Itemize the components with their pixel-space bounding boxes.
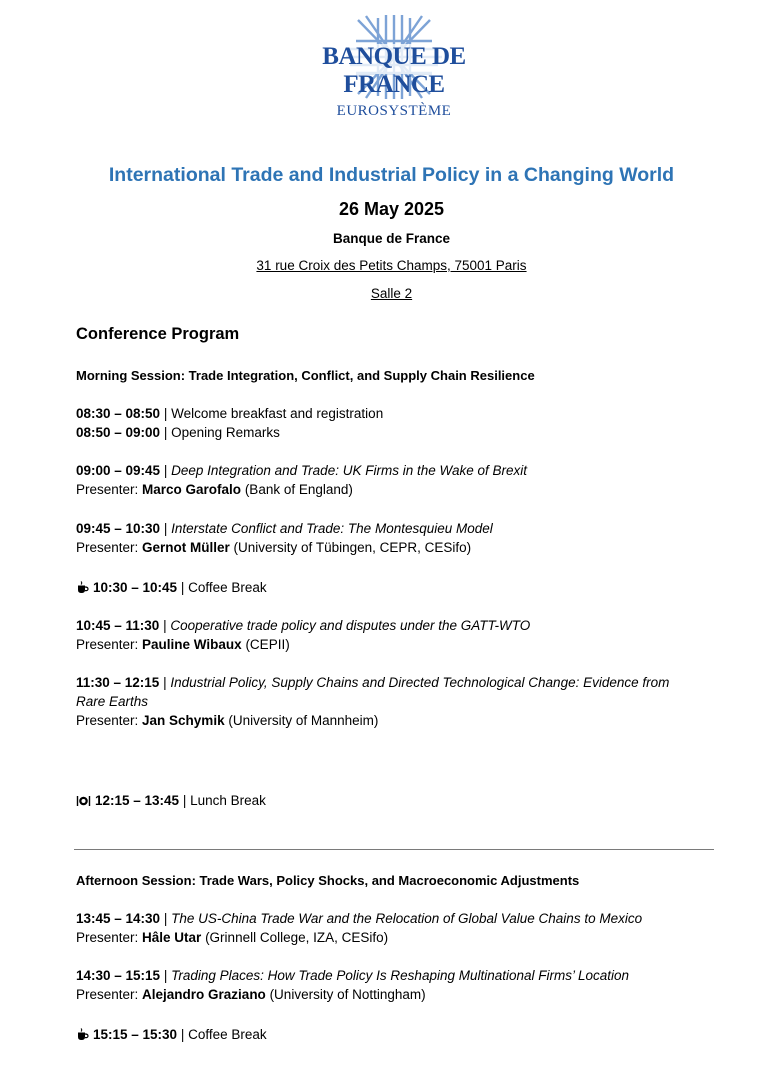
presenter-line	[76, 928, 388, 947]
bdf-logo	[282, 12, 506, 122]
coffee-cup-icon	[76, 1028, 89, 1041]
presenter-name: Alejandro Graziano	[142, 987, 266, 1002]
presenter-affiliation: (University of Nottingham)	[265, 987, 426, 1002]
separator: |	[160, 968, 172, 983]
presenter-name: Gernot Müller	[142, 540, 230, 555]
presenter-name: Marco Garofalo	[142, 482, 242, 497]
presenter-label: Presenter:	[76, 637, 143, 652]
coffee-cup-icon	[76, 581, 89, 594]
presenter-line	[76, 480, 353, 499]
talk-title: Cooperative trade policy and disputes under the GATT-WTO	[170, 618, 531, 633]
agenda-text: Coffee Break	[188, 580, 267, 595]
event-date: 26 May 2025	[338, 199, 445, 219]
presenter-name: Pauline Wibaux	[142, 637, 242, 652]
talk-title: Trading Places: How Trade Policy Is Reshaping Multinational Firms’ Location	[171, 968, 630, 983]
bdf-logo-name: BANQUE DE FRANCE	[322, 43, 466, 98]
separator: |	[159, 618, 171, 633]
agenda-item-coffee-break-2	[76, 1025, 267, 1044]
presenter-name: Jan Schymik	[142, 713, 225, 728]
separator: |	[177, 1027, 189, 1042]
presenter-name: Hâle Utar	[142, 930, 202, 945]
talk-title: Interstate Conflict and Trade: The Montesquieu Model	[171, 521, 493, 536]
agenda-time: 13:45 – 14:30	[76, 911, 161, 926]
separator: |	[160, 911, 172, 926]
presenter-affiliation: (Bank of England)	[241, 482, 353, 497]
agenda-time: 09:00 – 09:45	[76, 463, 161, 478]
agenda-time: 12:15 – 13:45	[95, 793, 180, 808]
agenda-text: Lunch Break	[190, 793, 266, 808]
presenter-label: Presenter:	[76, 987, 143, 1002]
event-room: Salle 2	[370, 286, 413, 301]
presenter-affiliation: (Grinnell College, IZA, CESifo)	[201, 930, 389, 945]
program-heading: Conference Program	[76, 325, 240, 343]
event-venue: Banque de France	[332, 231, 451, 246]
presenter-label: Presenter:	[76, 540, 143, 555]
plate-cutlery-icon	[76, 795, 91, 807]
agenda-item-lunch-break	[76, 791, 266, 810]
presenter-affiliation: (CEPII)	[241, 637, 290, 652]
talk-title: Industrial Policy, Supply Chains and Directed Technological Change: Evidence from	[170, 675, 670, 690]
agenda-time: 10:30 – 10:45	[93, 580, 178, 595]
agenda-item-talk-5	[76, 909, 642, 928]
bdf-logo-subtitle: EUROSYSTÈME	[336, 103, 452, 119]
agenda-time: 10:45 – 11:30	[76, 618, 160, 633]
presenter-line	[76, 711, 378, 730]
separator: |	[179, 793, 191, 808]
agenda-item-talk-3	[76, 616, 530, 635]
agenda-time: 08:50 – 09:00	[76, 425, 161, 440]
agenda-text: Welcome breakfast and registration	[171, 406, 384, 421]
agenda-text: Coffee Break	[188, 1027, 267, 1042]
morning-session-title: Morning Session: Trade Integration, Conflict, and Supply Chain Resilience	[76, 368, 535, 383]
presenter-label: Presenter:	[76, 930, 143, 945]
agenda-item-welcome	[76, 404, 383, 423]
presenter-label: Presenter:	[76, 482, 143, 497]
agenda-item-talk-4	[76, 673, 669, 692]
presenter-affiliation: (University of Tübingen, CEPR, CESifo)	[229, 540, 472, 555]
presenter-label: Presenter:	[76, 713, 143, 728]
separator: |	[160, 521, 172, 536]
agenda-time: 15:15 – 15:30	[93, 1027, 178, 1042]
talk-title-continued: Rare Earths	[76, 694, 149, 709]
separator: |	[160, 463, 172, 478]
agenda-text: Opening Remarks	[171, 425, 280, 440]
separator: |	[159, 675, 171, 690]
talk-title: The US-China Trade War and the Relocation of Global Value Chains to Mexico	[171, 911, 643, 926]
agenda-item-talk-1	[76, 461, 527, 480]
agenda-item-coffee-break-1	[76, 578, 267, 597]
separator: |	[160, 425, 172, 440]
presenter-line	[76, 538, 471, 557]
presenter-affiliation: (University of Mannheim)	[224, 713, 379, 728]
presenter-line	[76, 985, 426, 1004]
agenda-time: 09:45 – 10:30	[76, 521, 161, 536]
agenda-time: 11:30 – 12:15	[76, 675, 160, 690]
agenda-item-talk-6	[76, 966, 629, 985]
presenter-line	[76, 635, 290, 654]
agenda-item-talk-2	[76, 519, 493, 538]
separator: |	[177, 580, 189, 595]
afternoon-session-title: Afternoon Session: Trade Wars, Policy Shocks, and Macroeconomic Adjustments	[76, 873, 580, 888]
agenda-time: 08:30 – 08:50	[76, 406, 161, 421]
section-divider	[74, 849, 714, 850]
separator: |	[160, 406, 172, 421]
talk-title: Deep Integration and Trade: UK Firms in the Wake of Brexit	[171, 463, 528, 478]
event-address: 31 rue Croix des Petits Champs, 75001 Paris	[256, 258, 527, 273]
agenda-time: 14:30 – 15:15	[76, 968, 161, 983]
agenda-item-opening	[76, 423, 280, 442]
event-title: International Trade and Industrial Policy in a Changing World	[108, 164, 675, 186]
